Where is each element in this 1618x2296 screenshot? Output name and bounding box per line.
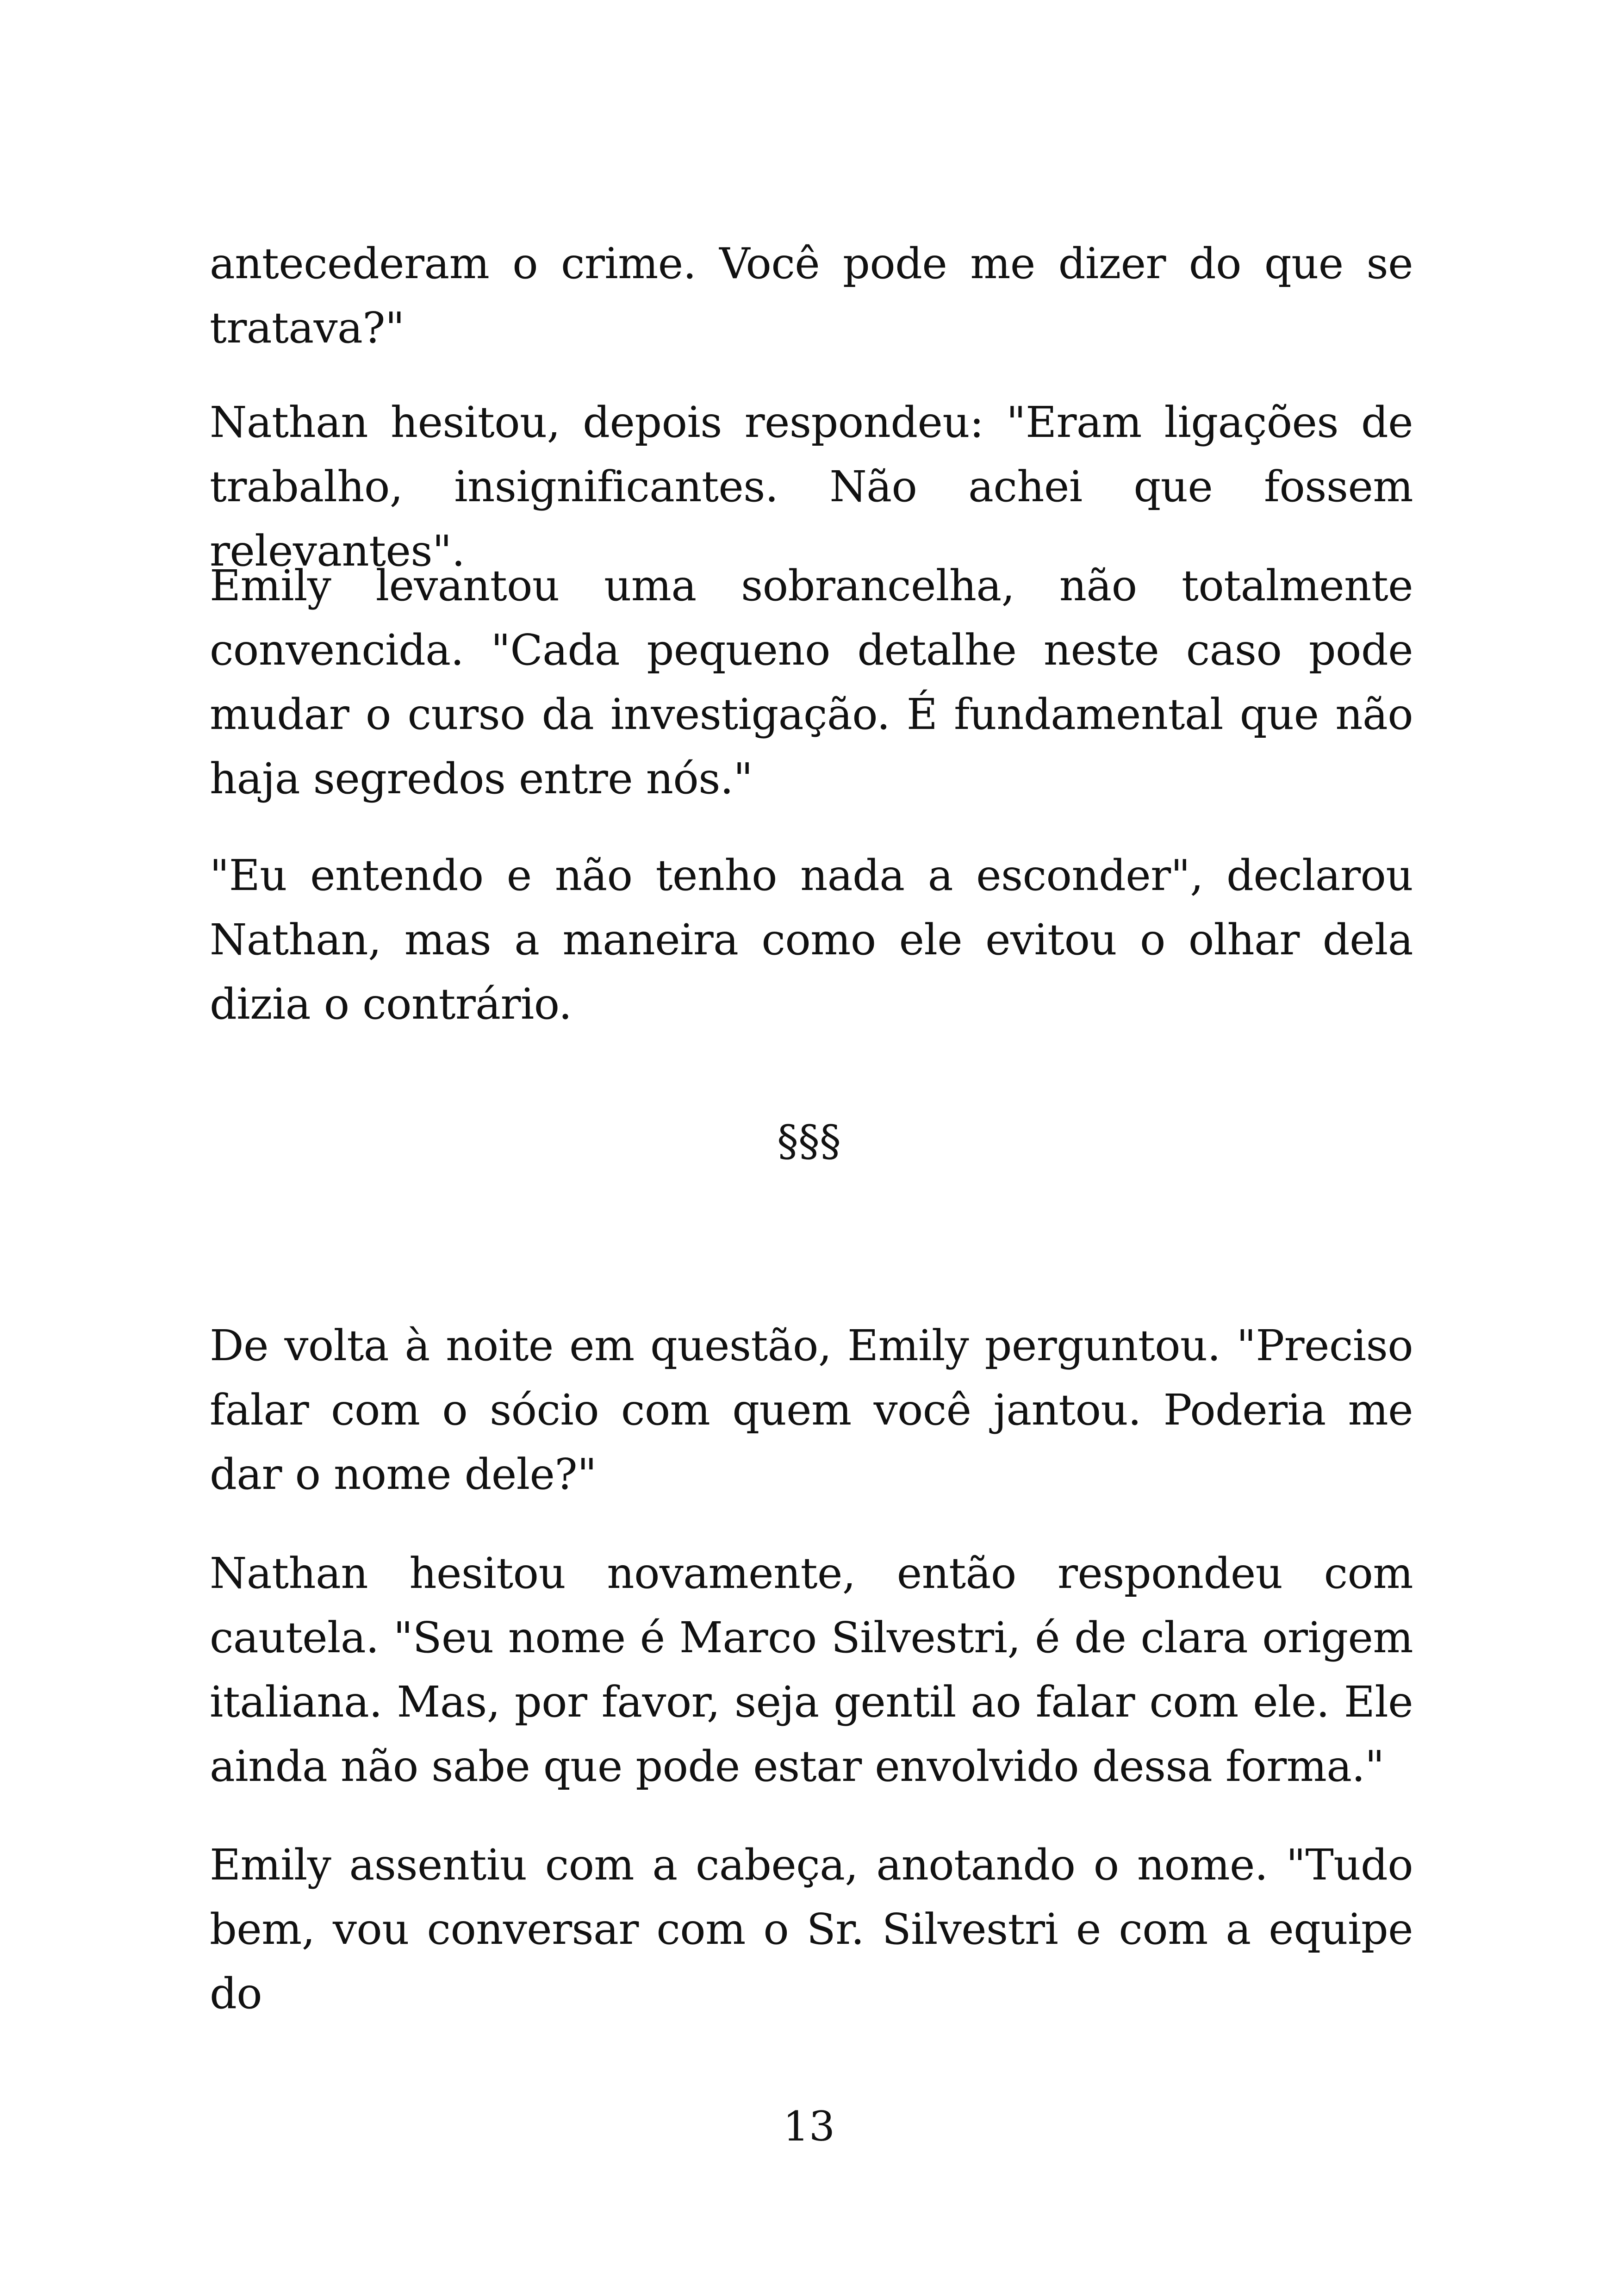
paragraph: Emily levantou uma sobrancelha, não totalmente convencida. "Cada pequeno detalhe neste caso pode mudar o curso da investigação. É fundamental que não haja segredos entre nós." — [210, 561, 1413, 803]
paragraph: Emily assentiu com a cabeça, anotando o nome. "Tudo bem, vou conversar com o Sr. Silvestri e com a equipe do — [210, 1840, 1413, 2018]
paragraph-1-container — [210, 231, 1413, 360]
paragraph: antecederam o crime. Você pode me dizer do que se tratava?" — [210, 239, 1413, 353]
section-separator: §§§ — [777, 1116, 841, 1166]
paragraph: De volta à noite em questão, Emily perguntou. "Preciso falar com o sócio com quem você jantou. Poderia me dar o nome dele?" — [210, 1321, 1413, 1499]
paragraph-3-container — [210, 554, 1413, 811]
paragraph-6-container — [210, 1541, 1413, 1798]
paragraph-7-container — [210, 1833, 1413, 2026]
paragraph: "Eu entendo e não tenho nada a esconder", declarou Nathan, mas a maneira como ele evitou o olhar dela dizia o contrário. — [210, 851, 1413, 1029]
paragraph: Nathan hesitou novamente, então respondeu com cautela. "Seu nome é Marco Silvestri, é de clara origem italiana. Mas, por favor, seja gentil ao falar com ele. Ele ainda não sabe que pode estar envolvido dessa forma." — [210, 1549, 1413, 1791]
paragraph-4-container — [210, 843, 1413, 1036]
paragraph: Nathan hesitou, depois respondeu: "Eram ligações de trabalho, insignificantes. Não achei que fossem relevantes". — [210, 398, 1413, 576]
paragraph-5-container — [210, 1313, 1413, 1506]
page-number: 13 — [783, 2103, 835, 2150]
